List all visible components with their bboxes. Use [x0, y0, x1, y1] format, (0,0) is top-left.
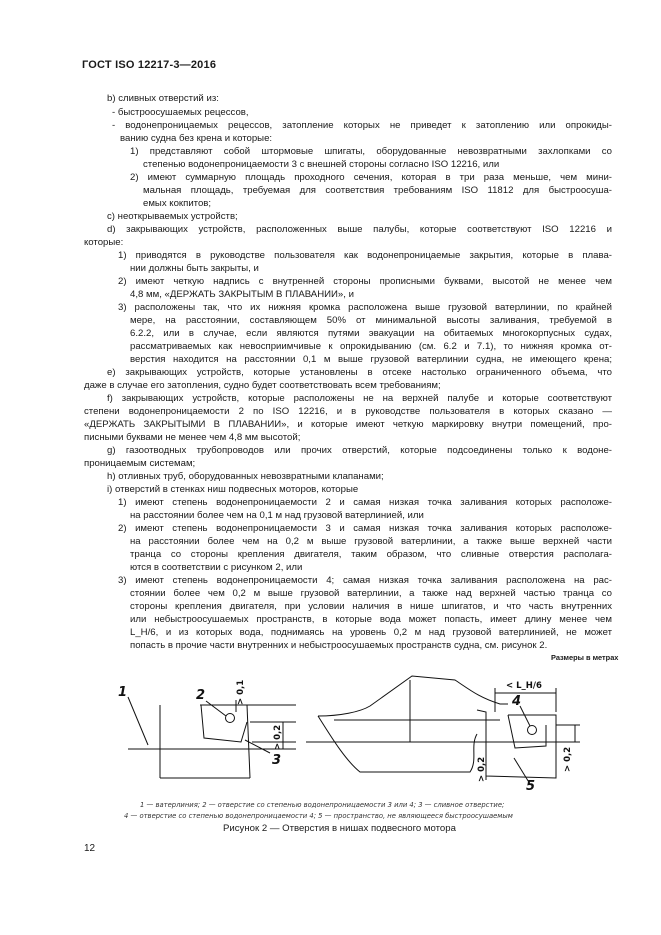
text-line: транца со стороны крепления двигателя, таким образом, что сливные отверстия располага- — [130, 549, 612, 560]
text-line: 2) имеют степень водонепроницаемости 3 и самая низкая точка заливания которых расположе- — [118, 523, 612, 534]
text-line: на расстоянии более чем на 0,2 м выше грузовой ватерлинии, а также выше верхней части — [130, 536, 612, 547]
text-line: g) газоотводных трубопроводов или прочих отверстий, которые подсоединены только к водоне- — [107, 445, 612, 456]
dim-text-02b: > 0,2 — [477, 756, 487, 782]
text-line: h) отливных труб, оборудованных невозвратными клапанами; — [107, 471, 384, 482]
text-line: рассматриваемых как невосприимчивые к опрокидыванию (см. 6.2 и 7.1), то нижняя кромка от- — [130, 341, 612, 352]
text-line: c) неоткрываемых устройств; — [107, 211, 238, 222]
text-line: мере, на расстоянии, составляющем 50% от минимальной высоты заливания, требуемой в — [130, 315, 612, 326]
text-line: f) закрывающих устройств, которые расположены не на верхней палубе и которые соответствуют — [107, 393, 612, 404]
text-line: степенью водонепроницаемости 3 с внешней стороны согласно ISO 12216, или — [143, 159, 500, 170]
figure-title: Рисунок 2 — Отверстия в нишах подвесного мотора — [223, 823, 456, 834]
text-line: которые: — [84, 237, 124, 248]
text-line: ются в соответствии с рисунком 2, или — [130, 562, 303, 573]
hull-bottom — [318, 716, 477, 772]
dimensions-note: Размеры в метрах — [551, 653, 619, 662]
text-line: ванию судна без крена и которые: — [120, 133, 273, 144]
opening-circle-left — [226, 714, 235, 723]
text-line: «ДЕРЖАТЬ ЗАКРЫТЫМИ В ПЛАВАНИИ», и которые имеют четкую маркировку внутри помещений, про- — [84, 419, 612, 430]
text-line: писными буквами не менее чем 4,8 мм высотой; — [84, 432, 301, 443]
text-line: 1) приводятся в руководстве пользователя как водонепроницаемые закрытия, которые в плава- — [118, 250, 612, 261]
dim-text-lh: < L_H/6 — [506, 681, 542, 691]
label-4: 4 — [512, 694, 522, 709]
text-line: верстия находится на расстоянии 0,1 м выше грузовой ватерлинии судна, не имеющего крена; — [130, 354, 612, 365]
text-line: попасть в прочие части внутренних и небыстроосушаемых пространств судна, см. рисунок 2. — [130, 640, 548, 651]
recess-outline — [201, 705, 247, 742]
text-line: степени водонепроницаемости 2 по ISO 12216, и в руководстве пользователя в которых сказано — — [84, 406, 612, 417]
text-line: стоянии более чем 0,2 м выше грузовой ватерлинии, а также над верхней частью транца со — [130, 588, 612, 599]
text-line: 1) представляют собой штормовые шпигаты, оборудованные невозвратными захлопками со — [130, 146, 612, 157]
label-2: 2 — [196, 688, 206, 703]
label-leader-4 — [520, 706, 530, 726]
dim-text-02c: > 0,2 — [563, 746, 573, 772]
text-line: на расстоянии более чем на 0,1 м над грузовой ватерлинией, или — [130, 510, 424, 521]
text-line: 3) имеют степень водонепроницаемости 4; самая низкая точка заливания расположена на рас- — [118, 575, 612, 586]
dim-text-01: > 0,1 — [236, 679, 246, 705]
text-line: 6.2.2, или в случае, если являются путями эвакуации на обитаемых многокорпусных судах, — [130, 328, 612, 339]
text-line: e) закрывающих устройств, которые установлены в отсеке настолько ограниченного объема, что — [107, 367, 612, 378]
hull-profile — [318, 676, 508, 716]
text-line: - быстроосушаемых рецессов, — [112, 107, 249, 118]
dim-text-02a: > 0,2 — [273, 724, 283, 750]
figure-caption-line: 4 — отверстие со степенью водонепроницаемости 4; 5 — пространство, не являющееся быстроосушаемым — [124, 812, 513, 820]
text-line: 2) имеют четкую надпись с внутренней стороны прописными буквами, высотой не менее чем — [118, 276, 612, 287]
label-5: 5 — [526, 779, 536, 794]
text-line: 3) расположены так, что их нижняя кромка расположена выше грузовой ватерлинии, по крайней — [118, 302, 612, 313]
opening-circle-right — [528, 726, 537, 735]
text-line: емых кокпитов; — [143, 198, 212, 209]
text-line: 1) имеют степень водонепроницаемости 2 и самая низкая точка заливания которых расположе- — [118, 497, 612, 508]
figure-caption-line: 1 — ватерлиния; 2 — отверстие со степенью водонепроницаемости 3 или 4; 3 — сливное отверстие; — [140, 801, 505, 809]
label-3: 3 — [272, 753, 282, 768]
text-line: мальная площадь, требуемая для соответствия требованиям ISO 11812 для быстроосуша- — [143, 185, 612, 196]
text-line: L_H/6, и из которых вода, поднимаясь на уровень 0,2 м над грузовой ватерлинией, не может — [130, 627, 612, 638]
label-leader-1 — [128, 697, 148, 745]
text-line: нии должны быть закрыты, и — [130, 263, 259, 274]
text-line: i) отверстий в стенках ниш подвесных моторов, которые — [107, 484, 359, 495]
text-line: 2) имеют суммарную площадь проходного сечения, которая в три раза меньше, чем мини- — [130, 172, 612, 183]
label-1: 1 — [118, 685, 128, 700]
text-line: даже в случае его затопления, судно будет соответствовать всем требованиям; — [84, 380, 441, 391]
text-line: b) сливных отверстий из: — [107, 93, 219, 104]
text-line: - водонепроницаемых рецессов, затопление которых не приведет к затоплению или опрокиды- — [112, 120, 612, 131]
text-line: стороны крепления двигателя, при условии наличия в нише шпигатов, и что часть внутренних — [130, 601, 612, 612]
text-line: 4,8 мм, «ДЕРЖАТЬ ЗАКРЫТЫМ В ПЛАВАНИИ», и — [130, 289, 354, 300]
text-line: или небыстроосушаемых пространств, в которые вода может попасть, имеет длину менее чем — [130, 614, 612, 625]
text-line: d) закрывающих устройств, расположенных выше палубы, которые соответствуют ISO 12216 и — [107, 224, 612, 235]
document-header: ГОСТ ISO 12217-3—2016 — [82, 59, 217, 71]
page-number: 12 — [84, 843, 96, 854]
text-line: проницаемым системам; — [84, 458, 196, 469]
label-leader-2 — [206, 701, 226, 716]
